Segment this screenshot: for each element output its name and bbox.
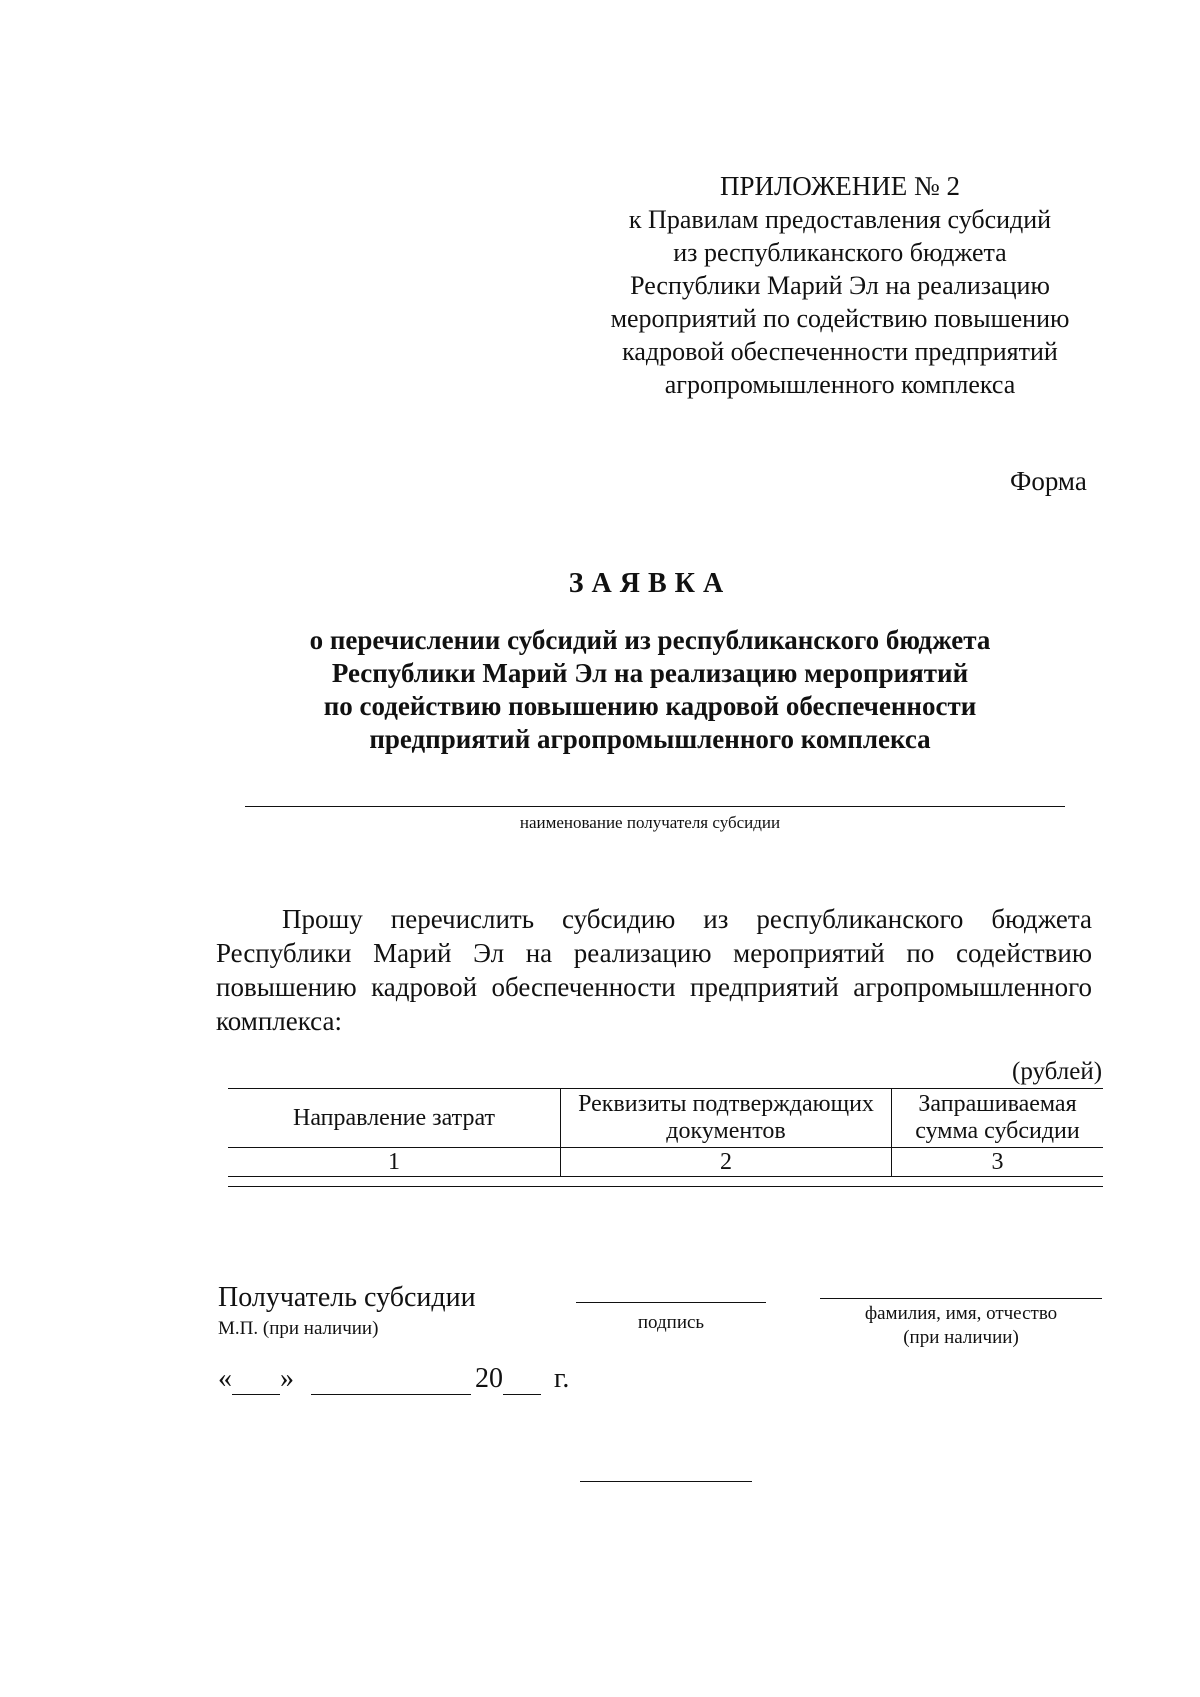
footer-divider	[580, 1481, 752, 1482]
date-close-quote: »	[280, 1363, 294, 1394]
recipient-name-caption: наименование получателя субсидии	[519, 813, 781, 832]
date-year-suffix: г.	[554, 1363, 570, 1394]
date-year-prefix: 20	[475, 1363, 503, 1394]
table-number-cell: 2	[561, 1148, 892, 1177]
appendix-line: мероприятий по содействию повышению	[610, 304, 1070, 333]
request-text: Прошу перечислить субсидию из республиканского бюджета Республики Марий Эл на реализацию мероприятий по содействию повышению кадровой обеспеченности предприятий агропромышленного комплекса:	[216, 904, 1092, 1036]
appendix-line: к Правилам предоставления субсидий	[628, 205, 1052, 234]
request-paragraph	[216, 902, 1092, 1038]
date-open-quote: «	[218, 1363, 232, 1394]
unit-label: (рублей)	[1012, 1058, 1103, 1085]
table-header-cell: Запрашиваемая сумма субсидии	[892, 1089, 1104, 1148]
recipient-label: Получатель субсидии	[218, 1282, 476, 1313]
form-label: Форма	[1010, 466, 1087, 496]
appendix-line: агропромышленного комплекса	[664, 370, 1016, 399]
table-number-row	[228, 1148, 1103, 1177]
date-month-blank[interactable]	[311, 1362, 471, 1395]
table-bottom-line	[228, 1186, 1103, 1187]
table-header-cell: Направление затрат	[228, 1089, 561, 1148]
recipient-name-line[interactable]	[245, 806, 1065, 807]
subtitle-line: по содействию повышению кадровой обеспеченности	[323, 691, 977, 721]
subtitle-line: Республики Марий Эл на реализацию мероприятий	[331, 658, 969, 688]
appendix-line: кадровой обеспеченности предприятий	[622, 337, 1058, 366]
fio-line[interactable]	[820, 1298, 1102, 1299]
table-header-cell: Реквизиты подтверждающих документов	[561, 1089, 892, 1148]
fio-caption-line: (при наличии)	[903, 1327, 1019, 1348]
appendix-header	[590, 170, 1090, 401]
stamp-label: М.П. (при наличии)	[218, 1318, 379, 1339]
appendix-line: Республики Марий Эл на реализацию	[630, 271, 1050, 300]
date-year-blank[interactable]	[503, 1362, 541, 1395]
expenses-table	[228, 1088, 1103, 1177]
appendix-title: ПРИЛОЖЕНИЕ № 2	[719, 171, 961, 201]
document-subtitle	[250, 624, 1050, 756]
appendix-line: из республиканского бюджета	[673, 238, 1007, 267]
table-number-cell: 3	[892, 1148, 1104, 1177]
date-line	[218, 1362, 569, 1395]
table-number-cell: 1	[228, 1148, 561, 1177]
fio-caption	[820, 1302, 1102, 1350]
subtitle-line: предприятий агропромышленного комплекса	[369, 724, 931, 754]
document-heading: ЗАЯВКА	[568, 568, 732, 599]
date-day-blank[interactable]	[232, 1362, 280, 1395]
signature-caption: подпись	[637, 1312, 705, 1333]
table-header-row	[228, 1089, 1103, 1148]
subtitle-line: о перечислении субсидий из республиканского бюджета	[309, 625, 991, 655]
signature-line[interactable]	[576, 1302, 766, 1303]
fio-caption-line: фамилия, имя, отчество	[864, 1303, 1058, 1324]
